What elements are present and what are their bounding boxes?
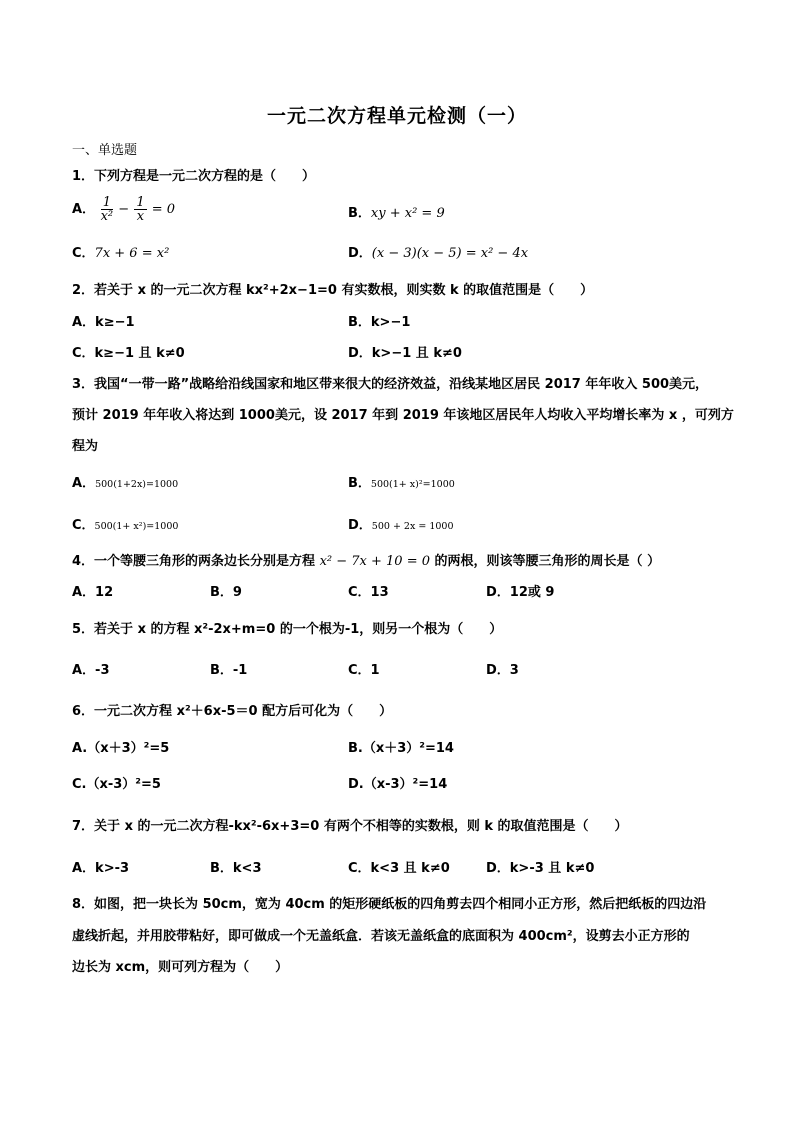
question-stem: 一个等腰三角形的两条边长分别是方程 <box>94 554 320 569</box>
q7-option-d[interactable]: D．k>-3 且 k≠0 <box>486 861 595 876</box>
option-letter: D． <box>348 246 372 261</box>
question-stem: 关于 x 的一元二次方程-kx²-6x+3=0 有两个不相等的实数根，则 k 的取值范围是（ ） <box>94 819 628 834</box>
question-number: 6． <box>72 704 95 719</box>
q6-option-c[interactable]: C.（x-3）²=5 <box>72 777 161 792</box>
option-math: 7x + 6 = x² <box>94 246 170 261</box>
fraction-numerator: 1 <box>136 195 145 210</box>
question-4 <box>72 550 660 569</box>
question-stem: 若关于 x 的方程 x²-2x+m=0 的一个根为-1，则另一个根为（ ） <box>94 622 503 637</box>
option-math: 500(1+ x)²=1000 <box>370 479 455 490</box>
q7-option-c[interactable]: C．k<3 且 k≠0 <box>348 861 450 876</box>
q7-option-b[interactable]: B．k<3 <box>210 861 262 876</box>
question-stem-line: 如图，把一块长为 50cm，宽为 40cm 的矩形硬纸板的四角剪去四个相同小正方形，然后把纸板的四边沿 <box>94 897 707 912</box>
question-number: 4． <box>72 554 95 569</box>
option-math: (x − 3)(x − 5) = x² − 4x <box>371 246 529 261</box>
q5-option-b[interactable]: B．-1 <box>210 663 248 678</box>
q6-option-b[interactable]: B.（x＋3）²=14 <box>348 741 454 756</box>
q5-option-c[interactable]: C．1 <box>348 663 380 678</box>
question-equation: x² − 7x + 10 = 0 <box>319 554 431 569</box>
option-letter: C． <box>72 246 95 261</box>
q1-option-b[interactable] <box>348 202 445 221</box>
option-letter: A． <box>72 476 96 491</box>
question-stem: 下列方程是一元二次方程的是（ ） <box>94 169 316 184</box>
option-letter: A． <box>72 202 96 217</box>
question-number: 1． <box>72 169 95 184</box>
question-number: 3． <box>72 377 95 392</box>
question-stem: 若关于 x 的一元二次方程 kx²+2x−1=0 有实数根，则实数 k 的取值范围是（ ） <box>94 283 594 298</box>
q3-option-c[interactable] <box>72 514 178 533</box>
question-2 <box>72 279 593 298</box>
option-math <box>100 195 176 224</box>
equation-rest: = 0 <box>147 202 176 217</box>
question-8 <box>72 893 706 912</box>
q3-option-b[interactable] <box>348 472 455 491</box>
question-number: 7． <box>72 819 95 834</box>
question-stem-line: 虚线折起，并用胶带粘好，即可做成一个无盖纸盒．若该无盖纸盒的底面积为 400cm²，设剪去小正方形的 <box>72 929 690 944</box>
q1-option-c[interactable] <box>72 242 169 261</box>
question-stem-line: 我国“一带一路”战略给沿线国家和地区带来很大的经济效益，沿线某地区居民 2017 年年收入 500美元， <box>94 377 709 392</box>
option-letter: B． <box>348 476 371 491</box>
question-5 <box>72 618 502 637</box>
question-6 <box>72 700 392 719</box>
option-math: xy + x² = 9 <box>370 206 445 221</box>
q6-option-a[interactable]: A.（x＋3）²=5 <box>72 741 170 756</box>
q1-option-a[interactable] <box>72 196 175 223</box>
q4-option-a[interactable]: A．12 <box>72 585 114 600</box>
option-math: 500(1+ x²)=1000 <box>94 521 179 532</box>
q3-option-a[interactable] <box>72 472 178 491</box>
fraction-numerator: 1 <box>102 195 111 210</box>
question-1 <box>72 165 315 184</box>
q1-option-d[interactable] <box>348 242 528 261</box>
question-stem-line: 程为 <box>72 439 99 454</box>
q4-option-c[interactable]: C．13 <box>348 585 389 600</box>
q7-option-a[interactable]: A．k>-3 <box>72 861 130 876</box>
question-number: 5． <box>72 622 95 637</box>
page-title: 一元二次方程单元检测（一） <box>266 105 527 127</box>
option-letter: C． <box>72 518 95 533</box>
option-letter: B． <box>348 206 371 221</box>
option-math: 500 + 2x = 1000 <box>371 521 454 532</box>
q5-option-a[interactable]: A．-3 <box>72 663 110 678</box>
q2-option-c[interactable]: C．k≥−1 且 k≠0 <box>72 346 185 361</box>
q2-option-d[interactable]: D．k>−1 且 k≠0 <box>348 346 462 361</box>
q4-option-d[interactable]: D．12或 9 <box>486 585 555 600</box>
fraction-denominator: x <box>136 209 145 224</box>
question-number: 2． <box>72 283 95 298</box>
section-heading: 一、单选题 <box>72 143 138 158</box>
question-stem: 一元二次方程 x²＋6x-5＝0 配方后可化为（ ） <box>94 704 393 719</box>
question-number: 8． <box>72 897 95 912</box>
q2-option-a[interactable]: A．k≥−1 <box>72 315 135 330</box>
q2-option-b[interactable]: B．k>−1 <box>348 315 411 330</box>
question-stem-line: 边长为 xcm，则可列方程为（ ） <box>72 960 289 975</box>
question-stem: 的两根，则该等腰三角形的周长是（ ） <box>430 554 661 569</box>
question-7 <box>72 815 628 834</box>
q6-option-d[interactable]: D.（x-3）²=14 <box>348 777 448 792</box>
question-stem-line: 预计 2019 年年收入将达到 1000美元，设 2017 年到 2019 年该地区居民年人均收入平均增长率为 x ，可列方 <box>72 408 734 423</box>
option-math: 500(1+2x)=1000 <box>95 479 179 490</box>
fraction-denominator: x² <box>100 209 114 224</box>
q3-option-d[interactable] <box>348 514 454 533</box>
minus-sign: − <box>114 202 134 217</box>
option-letter: D． <box>348 518 372 533</box>
q5-option-d[interactable]: D．3 <box>486 663 519 678</box>
q4-option-b[interactable]: B．9 <box>210 585 242 600</box>
question-3 <box>72 373 708 392</box>
